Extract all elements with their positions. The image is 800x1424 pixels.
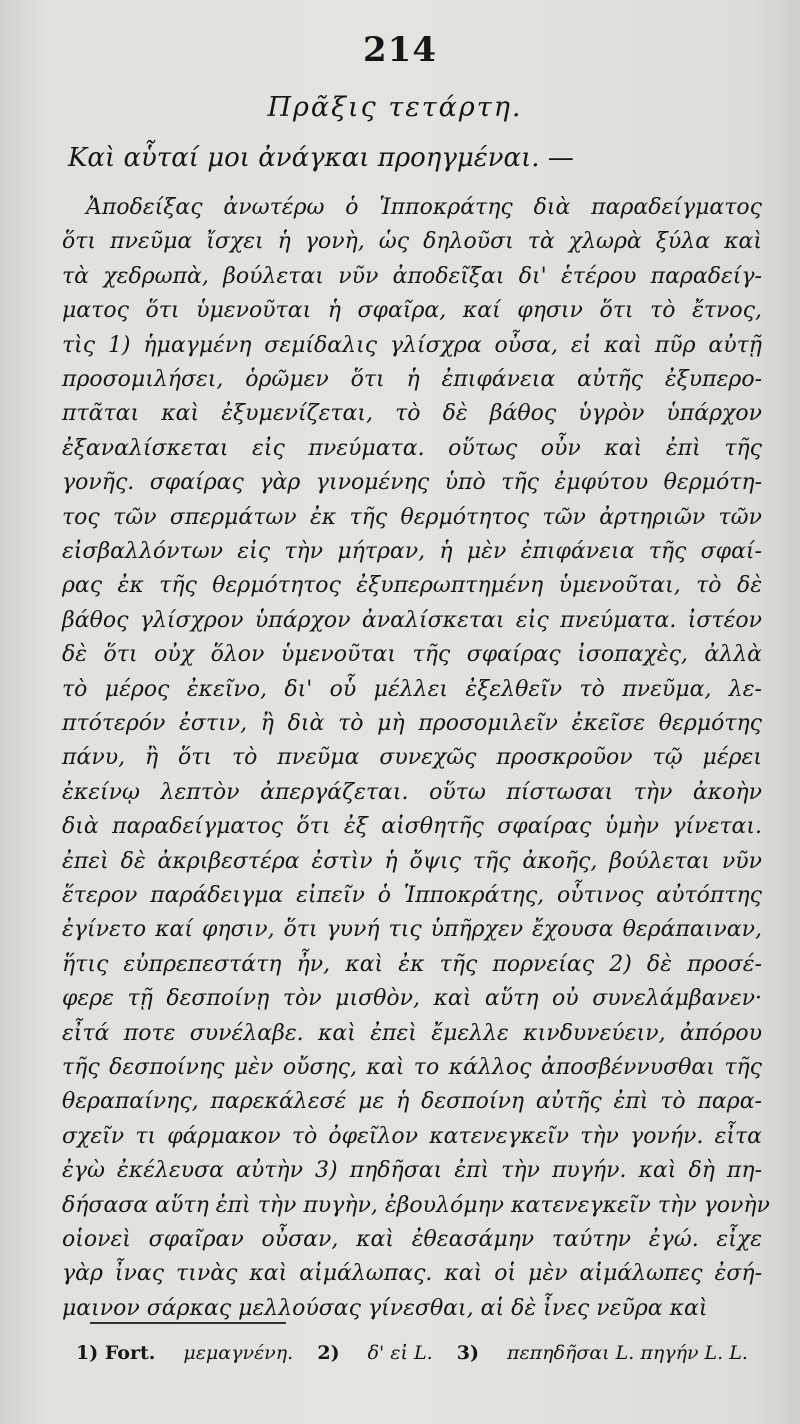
text-line: γὰρ ἶνας τινὰς καὶ αἱμάλωπας. καὶ οἱ μὲν αἱμάλωπες ἐσή- (62, 1261, 762, 1287)
text-line: ἐξαναλίσκεται εἰς πνεύματα. οὕτως οὖν καὶ ἐπὶ τῆς (62, 435, 762, 461)
footnote-3-marker: 3) (456, 1342, 479, 1364)
text-line: φερε τῇ δεσποίνῃ τὸν μισθὸν, καὶ αὕτη οὐ συνελάμβανεν· (62, 986, 762, 1012)
text-line: πτότερόν ἐστιν, ἢ διὰ τὸ μὴ προσομιλεῖν ἐκεῖσε θερμότης (62, 711, 762, 736)
footnote-1-marker: 1) Fort. (76, 1342, 156, 1364)
text-line: οἱονεὶ σφαῖραν οὖσαν, καὶ ἐθεασάμην ταύτην ἐγώ. εἶχε (62, 1227, 762, 1252)
text-line: ἐπεὶ δὲ ἀκριβεστέρα ἐστὶν ἡ ὄψις τῆς ἀκοῆς, βούλεται νῦν (62, 848, 762, 874)
text-line: πάνυ, ἢ ὅτι τὸ πνεῦμα συνεχῶς προσκροῦον τῷ μέρει (62, 745, 762, 771)
footnote-2 (317, 1342, 432, 1364)
footnote-1-text: μεμαγνένη. (183, 1342, 294, 1364)
text-line: σχεῖν τι φάρμακον τὸ ὀφεῖλον κατενεγκεῖν τὴν γονήν. εἶτα (62, 1123, 762, 1149)
text-line: ἕτερον παράδειγμα εἰπεῖν ὁ Ἱπποκράτης, οὗτινος αὐτόπτης (62, 883, 762, 908)
text-line: πτᾶται καὶ ἐξυμενίζεται, τὸ δὲ βάθος ὑγρὸν ὑπάρχον (62, 401, 762, 427)
text-line: ἐγίνετο καί φησιν, ὅτι γυνή τις ὑπῆρχεν ἔχουσα θεράπαιναν, (62, 917, 762, 943)
footnote-divider (90, 1322, 286, 1324)
text-line: τος τῶν σπερμάτων ἐκ τῆς θερμότητος τῶν ἀρτηριῶν τῶν (62, 504, 762, 530)
text-line: προσομιλήσει, ὁρῶμεν ὅτι ἡ ἐπιφάνεια αὐτῆς ἐξυπερο- (62, 367, 762, 392)
text-line: δὲ ὅτι οὐχ ὅλον ὑμενοῦται τῆς σφαίρας ἰσοπαχὲς, ἀλλὰ (62, 642, 762, 668)
footnote-2-text: δ' εἰ L. (367, 1342, 433, 1364)
text-line: θεραπαίνης, παρεκάλεσέ με ἡ δεσποίνη αὐτῆς ἐπὶ τὸ παρα- (62, 1089, 762, 1115)
text-line: τὸ μέρος ἐκεῖνο, δι' οὗ μέλλει ἐξελθεῖν τὸ πνεῦμα, λε- (62, 676, 762, 702)
footnote-1 (76, 1342, 293, 1364)
lead-line: Καὶ αὗταί μοι ἀνάγκαι προηγμέναι. — (68, 143, 574, 173)
text-line: τῆς δεσποίνης μὲν οὔσης, καὶ το κάλλος ἀποσβέννυσθαι τῆς (62, 1055, 762, 1080)
text-line: ρας ἐκ τῆς θερμότητος ἐξυπερωπτημένη ὑμενοῦται, τὸ δὲ (62, 573, 762, 599)
footnote-3 (457, 1342, 748, 1364)
text-line: γονῆς. σφαίρας γὰρ γινομένης ὑπὸ τῆς ἐμφύτου θερμότη- (62, 470, 762, 496)
section-heading: Πρᾶξις τετάρτη. (267, 92, 523, 123)
footnote-3-text: πεπηδῆσαι L. πηγήν L. L. (507, 1342, 748, 1364)
text-line: εἰσβαλλόντων εἰς τὴν μήτραν, ἡ μὲν ἐπιφάνεια τῆς σφαί- (62, 539, 762, 564)
text-line: ματος ὅτι ὑμενοῦται ἡ σφαῖρα, καί φησιν ὅτι τὸ ἔτνος, (62, 298, 762, 324)
page-number: 214 (363, 30, 437, 70)
text-line: τὶς 1) ἡμαγμένη σεμίδαλις γλίσχρα οὖσα, εἰ καὶ πῦρ αὐτῇ (62, 332, 762, 358)
text-line: διὰ παραδείγματος ὅτι ἐξ αἰσθητῆς σφαίρας ὑμὴν γίνεται. (62, 814, 762, 840)
text-line: Ἀποδείξας ἀνωτέρω ὁ Ἱπποκράτης διὰ παραδείγματος (86, 195, 762, 220)
text-line: βάθος γλίσχρον ὑπάρχον ἀναλίσκεται εἰς πνεύματα. ἰστέον (62, 607, 762, 633)
text-line: μαινον σάρκας μελλούσας γίνεσθαι, αἱ δὲ ἶνες νεῦρα καὶ (62, 1295, 708, 1321)
text-line: ἥτις εὐπρεπεστάτη ἦν, καὶ ἐκ τῆς πορνείας 2) δὲ προσέ- (62, 951, 762, 977)
text-line: δήσασα αὕτη ἐπὶ τὴν πυγὴν, ἐβουλόμην κατενεγκεῖν τὴν γονὴν (62, 1192, 770, 1218)
text-line: εἶτά ποτε συνέλαβε. καὶ ἐπεὶ ἔμελλε κινδυνεύειν, ἀπόρου (62, 1020, 762, 1046)
footnote-2-marker: 2) (317, 1342, 340, 1364)
text-line: τὰ χεδρωπὰ, βούλεται νῦν ἀποδεῖξαι δι' ἑτέρου παραδείγ- (62, 263, 762, 289)
text-line: ὅτι πνεῦμα ἴσχει ἡ γονὴ, ὡς δηλοῦσι τὰ χλωρὰ ξύλα καὶ (62, 229, 762, 255)
text-line: ἐκείνῳ λεπτὸν ἀπεργάζεται. οὕτω πίστωσαι τὴν ἀκοὴν (62, 779, 762, 805)
footnotes (76, 1342, 776, 1364)
text-line: ἐγὼ ἐκέλευσα αὐτὴν 3) πηδῆσαι ἐπὶ τὴν πυγήν. καὶ δὴ πη- (62, 1158, 762, 1184)
